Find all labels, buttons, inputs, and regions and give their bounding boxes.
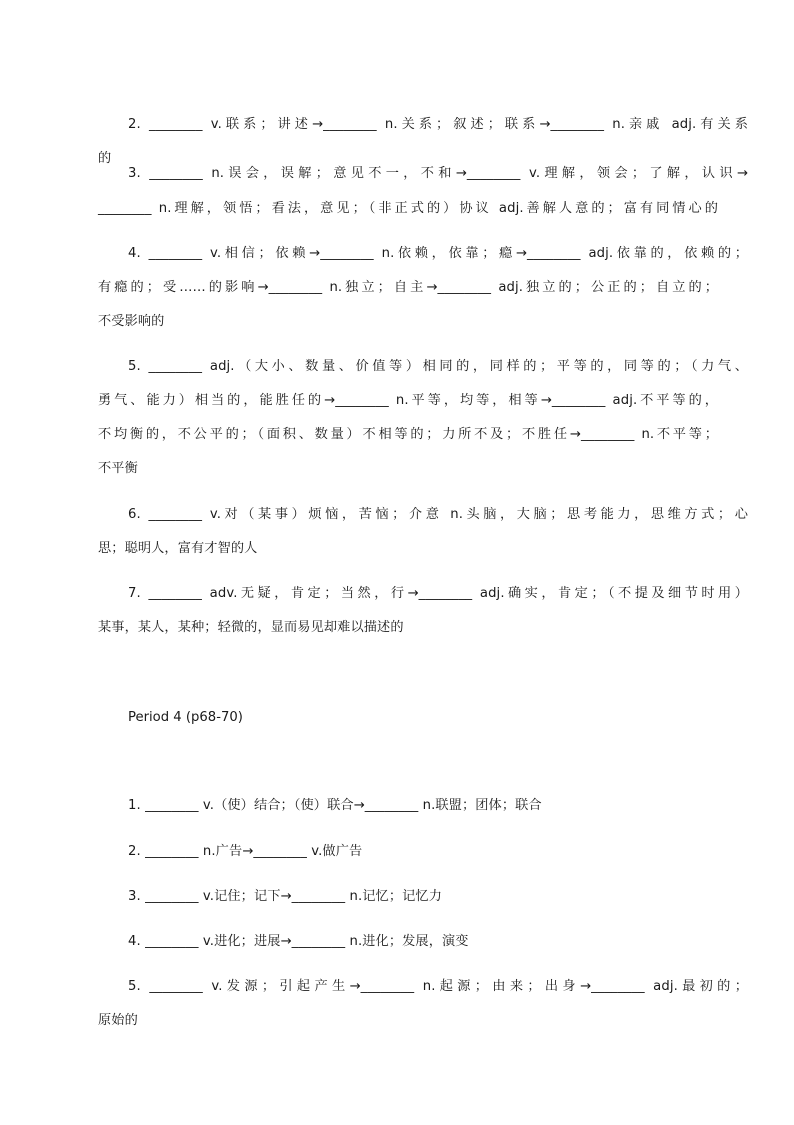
item-5-line-1: 5. ________ adj.（大小、数量、价值等）相同的，同样的；平等的，同等的；（力气、 [128,359,748,374]
period-heading: Period 4 (p68-70) [128,710,243,725]
item-6-line-2: 思；聪明人，富有才智的人 [98,541,258,556]
item-3-line-2: ________ n.理解，领悟；看法，意见；（非正式的）协议 adj.善解人意的；富有同情心的 [98,201,718,216]
item-2-line-2: 的 [98,151,112,166]
item-4-line-3: 不受影响的 [98,314,165,329]
item-7-line-2: 某事，某人，某种；轻微的，显而易见却难以描述的 [98,620,404,635]
item-5-line-3: 不均衡的，不公平的；（面积、数量）不相等的；力所不及；不胜任→________ n.不平等； [98,427,718,442]
p4-item-5-line-2: 原始的 [98,1013,138,1028]
item-3-line-1: 3. ________ n.误会，误解；意见不一，不和→________ v.理解，领会；了解，认识→ [128,166,748,181]
item-5-line-2: 勇气、能力）相当的，能胜任的→________ n.平等，均等，相等→________ adj.不平等的， [98,393,718,408]
item-4-line-1: 4. ________ v.相信；依赖→________ n.依赖，依靠；瘾→________ adj.依靠的，依赖的； [128,246,748,261]
p4-item-2: 2. ________ n.广告→________ v.做广告 [128,844,363,859]
item-6-line-1: 6. ________ v.对（某事）烦恼，苦恼；介意 n.头脑，大脑；思考能力，思维方式；心 [128,507,748,522]
p4-item-3: 3. ________ v.记住；记下→________ n.记忆；记忆力 [128,889,442,904]
item-2-line-1: 2. ________ v.联系；讲述→________ n.关系；叙述；联系→________ n.亲戚 adj.有关系 [128,117,748,132]
p4-item-5-line-1: 5. ________ v.发源；引起产生→________ n.起源；由来；出身→________ adj.最初的； [128,979,748,994]
p4-item-4: 4. ________ v.进化；进展→________ n.进化；发展，演变 [128,934,469,949]
item-4-line-2: 有瘾的；受……的影响→________ n.独立；自主→________ adj.独立的；公正的；自立的； [98,280,718,295]
p4-item-1: 1. ________ v.（使）结合；（使）联合→________ n.联盟；团体；联合 [128,798,542,813]
item-5-line-4: 不平衡 [98,461,138,476]
item-7-line-1: 7. ________ adv.无疑，肯定；当然，行→________ adj.确实，肯定；（不提及细节时用） [128,586,748,601]
